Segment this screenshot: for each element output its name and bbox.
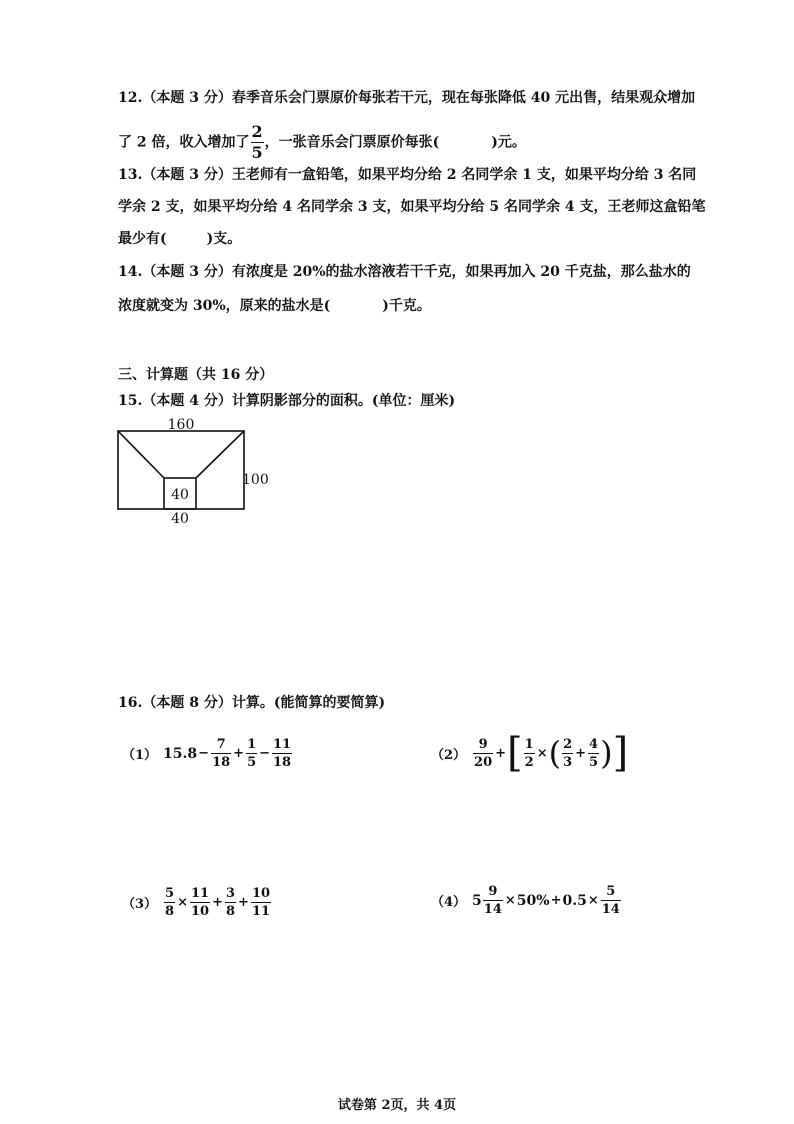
q12-line2 (118, 124, 526, 161)
label-right: 100 (242, 472, 269, 488)
q16-problem-2: （2） $\frac{9}{20}$ +[ $\frac{1}{2}$ ×( $\frac{2}{3}$ + $\frac{4}{5}$ )] (431, 730, 629, 776)
section3-title: 三、计算题（共 16 分） (118, 367, 274, 383)
left-diagonal (118, 431, 164, 478)
q15-text: 15.（本题 4 分）计算阴影部分的面积。(单位：厘米) (118, 393, 456, 409)
q12-text-b: ，一张音乐会门票原价每张( (264, 134, 440, 151)
q12-text-c: )元。 (491, 134, 526, 151)
page-footer: 试卷第 2页，共 4页 (337, 1098, 457, 1113)
q14-line1: 14.（本题 3 分）有浓度是 20%的盐水溶液若干千克，如果再加入 20 千克盐，那么盐水的 (118, 264, 691, 280)
right-diagonal (196, 431, 244, 478)
label-inner: 40 (171, 487, 189, 503)
q13-line1: 13.（本题 3 分）王老师有一盒铅笔，如果平均分给 2 名同学余 1 支，如果平均分给 3 名同 (118, 167, 697, 183)
q12-fraction: $\frac{2}{5}$ (251, 122, 263, 162)
q12-text-a: 了 2 倍，收入增加了 (118, 134, 250, 151)
q16-problem-4: （4） 5 $\frac{9}{14}$ ×50%+0.5× $\frac{5}{14}$ (431, 884, 620, 917)
label-bottom: 40 (171, 511, 189, 527)
label-top: 160 (167, 417, 195, 433)
q15-figure (110, 412, 280, 527)
q13-line2: 学余 2 支，如果平均分给 4 名同学余 3 支，如果平均分给 5 名同学余 4 支，王老师这盒铅笔 (118, 199, 706, 215)
q12-line1: 12.（本题 3 分）春季音乐会门票原价每张若干元，现在每张降低 40 元出售，结果观众增加 (118, 90, 696, 106)
q14-text-a: 浓度就变为 30%，原来的盐水是( (118, 298, 331, 314)
q14-line2 (118, 296, 431, 316)
q16-problem-1: （1） 15.8− $\frac{7}{18}$ + $\frac{1}{5}$ − $\frac{11}{18}$ (122, 737, 292, 770)
q13-text-b: )支。 (206, 231, 242, 247)
q13-text-a: 最少有( (118, 231, 167, 247)
q16-text: 16.（本题 8 分）计算。(能简算的要简算) (118, 695, 386, 711)
q13-line3 (118, 229, 241, 249)
q14-text-b: )千克。 (382, 298, 431, 314)
q16-problem-3: （3） $\frac{5}{8}$ × $\frac{11}{10}$ + $\frac{3}{8}$ + $\frac{10}{11}$ (122, 886, 271, 919)
